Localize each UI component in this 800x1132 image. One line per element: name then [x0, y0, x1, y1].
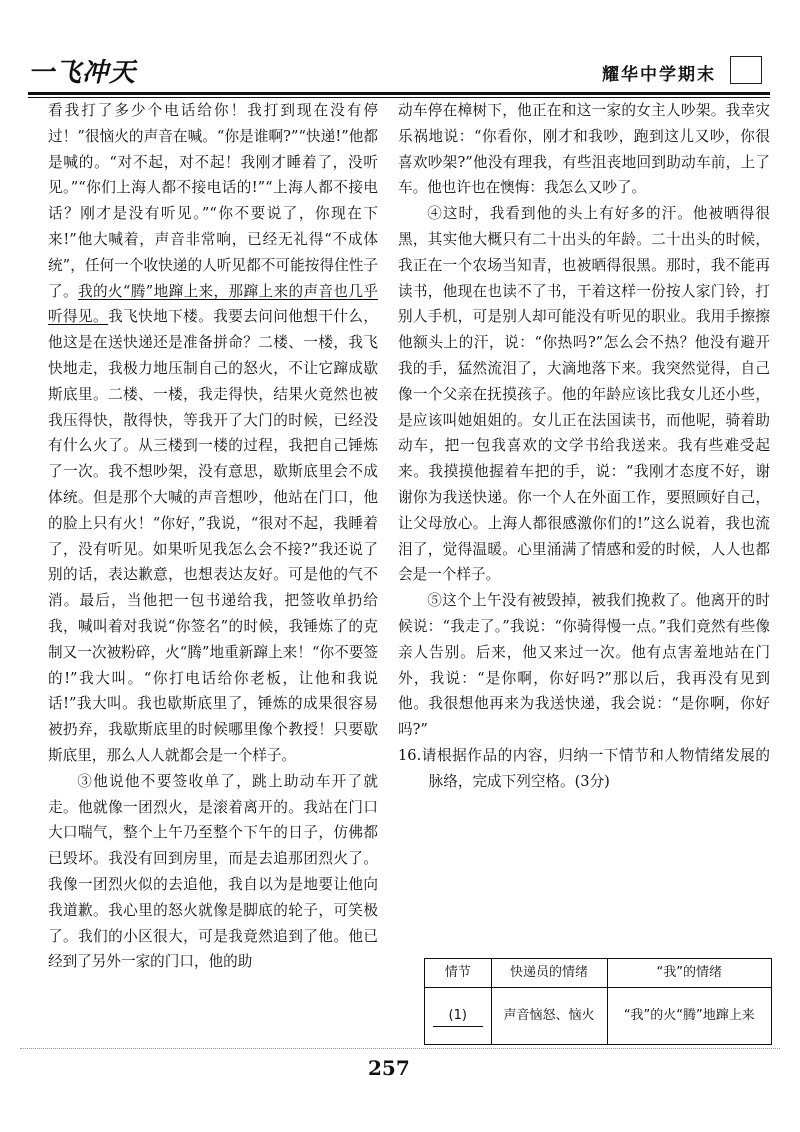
- right-column: [398, 98, 770, 795]
- question-16: 16.请根据作品的内容，归纳一下情节和人物情绪发展的脉络，完成下列空格。(3分): [398, 746, 770, 790]
- header-rule: [28, 92, 770, 95]
- paragraph: ③他说他不要签收单了，跳上助动车开了就走。他就像一团烈火，是滚着离开的。我站在门口大口喘气，整个上午乃至整个下午的日子，仿佛都已毁坏。我没有回到房里，而是去追那团烈火了。我像一团烈火似的去追他，我自以为是地要让他向我道歉。我心里的怒火就像是脚底的轮子，可笑极了。我们的小区很大，可是我竟然追到了他。他已经到了另外一家的门口，他的助: [48, 772, 378, 971]
- underlined-sentence: 我的火“腾”地蹿上来，那蹿上来的声音也几乎听得见。: [48, 282, 378, 326]
- answer-table: [424, 958, 772, 1045]
- blank-cell[interactable]: [425, 988, 492, 1045]
- table-row: [425, 988, 772, 1045]
- brand-logo: 一飞冲天: [28, 58, 137, 88]
- paragraph: ⑤这个上午没有被毁掉，被我们挽救了。他离开的时候说：“我走了。”我说：“你骑得慢一点。”我们竟然有些像亲人告别。后来，他又来过一次。他有点害羞地站在门外，我说：“是你啊，你好吗?”那以后，我再没有见到他。我很想他再来为我送快递，我会说：“是你啊，你好吗?”: [398, 592, 770, 739]
- footer-divider: [20, 1048, 780, 1049]
- paragraph: 动车停在樟树下，他正在和这一家的女主人吵架。我幸灾乐祸地说：“你看你，刚才和我吵，跑到这儿又吵，你很喜欢吵架?”他没有理我，有些沮丧地回到助动车前，上了车。他也许也在懊悔：我怎么又吵了。: [398, 102, 770, 197]
- answer-blank: (1): [433, 1006, 483, 1027]
- left-column: [48, 98, 378, 975]
- paragraph: [48, 98, 378, 769]
- page-header: [28, 52, 770, 92]
- page-number: 257: [368, 1056, 410, 1080]
- me-cell: “我”的火“腾”地蹿上来: [607, 988, 771, 1045]
- school-title: 耀华中学期末: [602, 65, 716, 85]
- paragraph: ④这时，我看到他的头上有好多的汗。他被晒得很黑，其实他大概只有二十出头的年龄。二十出头的时候，我正在一个农场当知青，也被晒得很黑。那时，我不能再读书，他现在也读不了书，干着这样一份按人家门铃，打别人手机，可是别人却可能没有听见的职业。我用手擦擦他额头上的汗，说：“你热吗?”怎么会不热？他没有避开我的手，猛然流泪了，大滴地落下来。我突然觉得，自己像一个父亲在抚摸孩子。他的年龄应该比我女儿还小些，是应该叫她姐姐的。女儿正在法国读书，而他呢，骑着助动车，把一包我喜欢的文学书给我送来。我有些难受起来。我摸摸他握着车把的手，说：“我刚才态度不好，谢谢你为我送快递。你一个人在外面工作，要照顾好自己，让父母放心。上海人都很感激你们的!”这么说着，我也流泪了，觉得温暖。心里涌满了情感和爱的时候，人人也都会是一个样子。: [398, 205, 770, 584]
- corner-box: [730, 56, 762, 84]
- text: 我飞快地下楼。我要去问问他想干什么，他这是在送快递还是准备拼命？二楼、一楼，我飞快地走，我极力地压制自己的怒火，不让它蹿成歇斯底里。二楼、一楼，我走得快，结果火竟然也被我压得快，散得快，等我开了大门的时候，已经没有什么火了。从三楼到一楼的过程，我把自己锤炼了一次。我不想吵架，没有意思，歇斯底里会不成体统。但是那个大喊的声音想吵，他站在门口，他的脸上只有火！“你好，”我说，“很对不起，我睡着了，没有听见。如果听见我怎么会不接?”我还说了别的话，表达歉意，也想表达友好。可是他的气不消。最后，当他把一包书递给我，把签收单扔给我，喊叫着对我说“你签名”的时候，我锤炼了的克制又一次被粉碎，火“腾”地重新蹿上来！“你不要签的!”我大叫。“你打电话给你老板，让他和我说话!”我大叫。我也歇斯底里了，锤炼的成果很容易被扔弃，我歇斯底里的时候哪里像个教授！只要歇斯底里，那么人人就都会是一个样子。: [48, 308, 378, 764]
- courier-cell: 声音恼怒、恼火: [491, 988, 607, 1045]
- header-me: “我”的情绪: [607, 959, 771, 988]
- table-header-row: [425, 959, 772, 988]
- header-plot: 情节: [425, 959, 492, 988]
- header-courier: 快递员的情绪: [491, 959, 607, 988]
- text: 看我打了多少个电话给你！我打到现在没有停过！”很恼火的声音在喊。“你是谁啊?”“快递!”他都是喊的。“对不起，对不起！我刚才睡着了，没听见。”“你们上海人都不接电话的!”“上海人都不接电话？刚才是没有听见。”“你不要说了，你现在下来!”他大喊着，声音非常响，已经无礼得“不成体统”，任何一个收快递的人听见都不可能按得住性子了。: [48, 102, 378, 300]
